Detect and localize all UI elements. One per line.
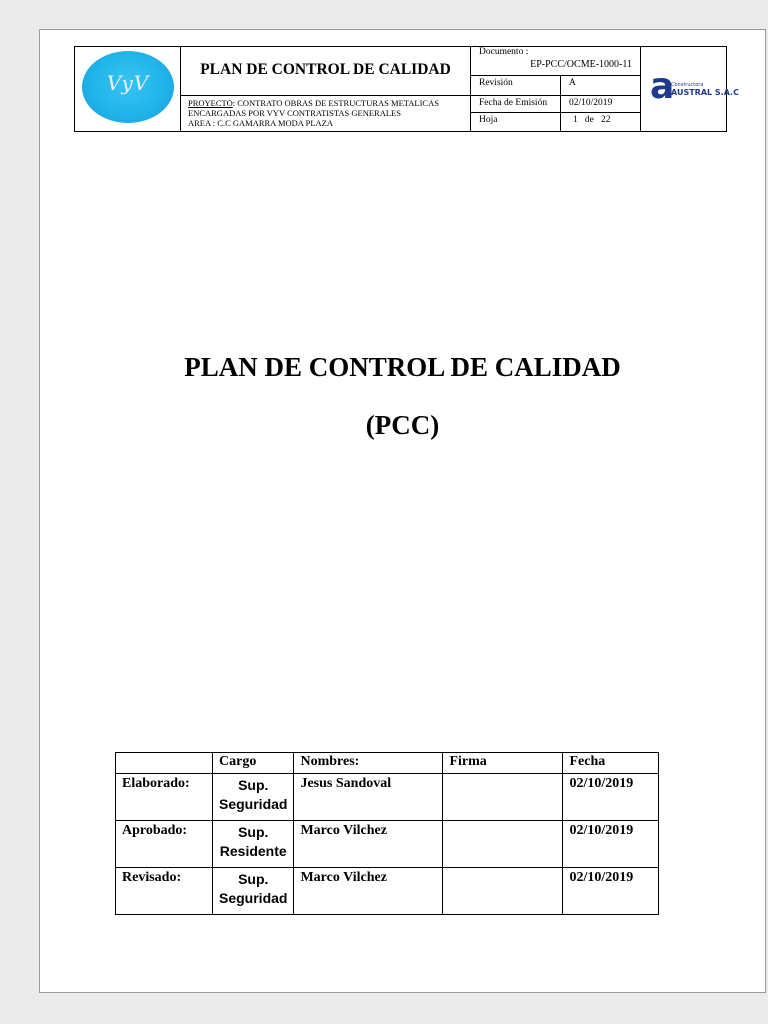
- vyv-logo: [82, 51, 174, 123]
- project-area: AREA : C.C GAMARRA MODA PLAZA: [188, 118, 333, 128]
- document-label: Documento :: [479, 47, 529, 57]
- cell-divider: [560, 75, 561, 95]
- header-title: PLAN DE CONTROL DE CALIDAD: [200, 61, 451, 78]
- issue-date-label: Fecha de Emisión: [479, 98, 548, 108]
- document-page: [39, 29, 766, 993]
- document-title: PLAN DE CONTROL DE CALIDAD: [184, 352, 621, 382]
- role-cell: Elaborado:: [116, 774, 213, 821]
- austral-logo-subtext: Constructora: [671, 82, 704, 88]
- sheet-value: 1 de 22: [573, 115, 611, 125]
- project-description: : CONTRATO OBRAS DE ESTRUCTURAS METALICAS: [232, 98, 439, 108]
- cell-divider: [560, 112, 561, 131]
- table-row: [116, 821, 659, 868]
- header-title-cell: [181, 47, 471, 96]
- issue-date-value: 02/10/2019: [569, 98, 613, 108]
- signature-cell: [443, 821, 563, 868]
- project-label: PROYECTO: [188, 98, 233, 108]
- cargo-cell: [213, 774, 294, 821]
- document-code: EP-PCC/OCME-1000-11: [530, 59, 632, 70]
- sheet-row: [471, 113, 641, 131]
- revision-label: Revisión: [479, 78, 513, 88]
- signature-cell: [443, 868, 563, 915]
- date-cell: 02/10/2019: [563, 774, 659, 821]
- role-cell: Aprobado:: [116, 821, 213, 868]
- cargo-cell: [213, 868, 294, 915]
- project-info-cell: [181, 96, 471, 131]
- document-subtitle: (PCC): [365, 410, 440, 440]
- issue-date-row: [471, 96, 641, 113]
- austral-logo-name: AUSTRAL S.A.C: [671, 88, 739, 97]
- vyv-logo-text: VyV: [106, 71, 150, 95]
- cargo-line-1: Sup.: [238, 871, 269, 887]
- cargo-line-1: Sup.: [238, 824, 269, 840]
- vyv-logo-cell: [75, 47, 181, 131]
- cargo-line-2: Seguridad: [219, 890, 288, 906]
- approval-table: [115, 752, 659, 915]
- cargo-cell: [213, 821, 294, 868]
- cargo-line-2: Seguridad: [219, 796, 288, 812]
- header-firma: Firma: [443, 753, 563, 774]
- signature-cell: [443, 774, 563, 821]
- name-cell: Marco Vilchez: [294, 868, 443, 915]
- document-header: [74, 46, 739, 132]
- header-fecha: Fecha: [563, 753, 659, 774]
- project-line-2: ENCARGADAS POR VYV CONTRATISTAS GENERALES: [188, 108, 401, 118]
- date-cell: 02/10/2019: [563, 821, 659, 868]
- project-line-1: [188, 98, 439, 108]
- revision-row: [471, 76, 641, 96]
- austral-logo-mark: a: [650, 66, 675, 107]
- role-cell: Revisado:: [116, 868, 213, 915]
- document-code-cell: [471, 47, 641, 76]
- name-cell: Marco Vilchez: [294, 821, 443, 868]
- sheet-label: Hoja: [479, 115, 498, 125]
- header-nombres: Nombres:: [294, 753, 443, 774]
- revision-value: A: [569, 78, 576, 88]
- header-cargo: Cargo: [213, 753, 294, 774]
- cargo-line-1: Sup.: [238, 777, 269, 793]
- austral-logo: [641, 47, 739, 131]
- table-row: [116, 774, 659, 821]
- date-cell: 02/10/2019: [563, 868, 659, 915]
- approval-header-row: [116, 753, 659, 774]
- cell-divider: [560, 95, 561, 112]
- name-cell: Jesus Sandoval: [294, 774, 443, 821]
- header-blank: [116, 753, 213, 774]
- table-row: [116, 868, 659, 915]
- cargo-line-2: Residente: [219, 843, 287, 859]
